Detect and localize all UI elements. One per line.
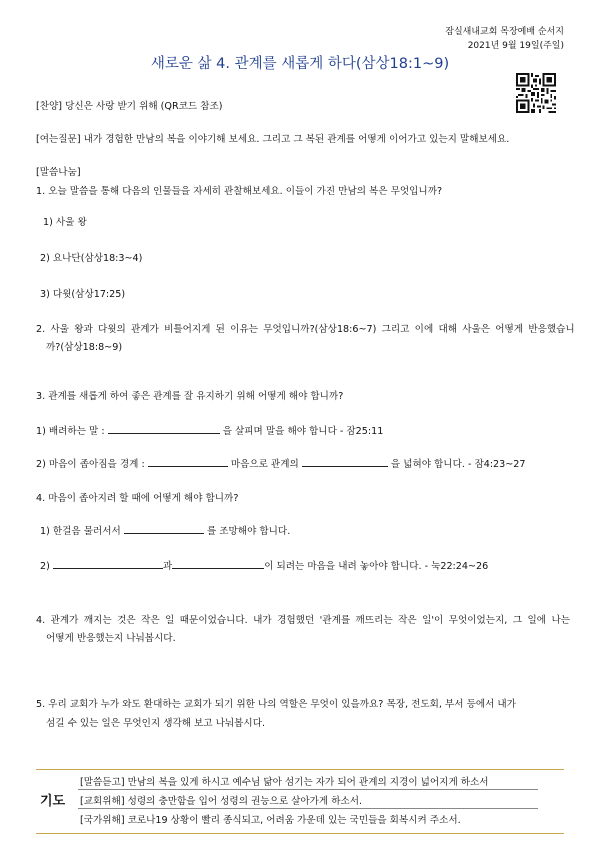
q3-item-2 [36, 456, 526, 470]
q4-item-2-middle: 과 [162, 561, 173, 572]
q4-item-1-rest: 를 조망해야 합니다. [206, 526, 291, 537]
q4-item-2-rest: 이 되려는 마음을 내려 놓아야 합니다. - 눅22:24~26 [264, 561, 489, 572]
q3-item-2-blank-1[interactable] [148, 457, 228, 467]
question-5-line-2: 어떻게 반응했는지 나눠봅시다. [46, 633, 176, 644]
q4-item-2-blank-1[interactable] [53, 559, 163, 569]
q4-item-2 [40, 558, 488, 572]
q4-item-1-label: 1) 한걸음 물러서서 [40, 526, 121, 537]
hymn-line: [찬양] 당신은 사랑 받기 위해 (QR코드 참조) [36, 101, 223, 112]
opening-question: [여는질문] 내가 경험한 만남의 복을 이야기해 보세요. 그리고 그 복된 관계를 어떻게 이어가고 있는지 말해보세요. [36, 134, 510, 145]
prayer-bottom-border [36, 833, 564, 834]
question-4: 4. 마음이 좁아지려 할 때에 어떻게 해야 합니까? [36, 493, 239, 504]
q3-item-1 [36, 423, 383, 437]
question-2-line-2: 까?(삼상18:8~9) [46, 342, 123, 353]
question-6-line-2: 섬길 수 있는 일은 무엇인지 생각해 보고 나눠봅시다. [46, 718, 266, 729]
q4-item-2-blank-2[interactable] [172, 559, 264, 569]
question-3: 3. 관계를 새롭게 하여 좋은 관계를 잘 유지하기 위해 어떻게 해야 합니까? [36, 391, 344, 402]
sharing-heading: [말씀나눔] [36, 167, 81, 178]
q3-item-1-rest: 을 살피며 말을 해야 합니다 - 잠25:11 [222, 426, 384, 437]
q1-item-david: 3) 다윗(삼상17:25) [40, 289, 126, 300]
prayer-item-church: [교회위해] 성령의 충만함을 입어 성령의 권능으로 살아가게 하소서. [80, 796, 363, 807]
q3-item-1-label: 1) 배려하는 말 : [36, 426, 105, 437]
prayer-item-nation: [국가위해] 코로나19 상황이 빨리 종식되고, 어려움 가운데 있는 국민들을 회복시켜 주소서. [80, 815, 461, 826]
prayer-divider-1 [78, 789, 538, 790]
question-1: 1. 오늘 말씀을 통해 다음의 인물들을 자세히 관찰해보세요. 이들이 가진 만남의 복은 무엇입니까? [36, 186, 443, 197]
question-5-line-1: 4. 관계가 깨지는 것은 작은 일 때문이었습니다. 내가 경험했던 '관계를 깨뜨리는 작은 일'이 무엇이었는지, 그 일에 나는 [36, 615, 571, 626]
q3-item-1-blank[interactable] [108, 424, 220, 434]
q3-item-2-rest: 을 넓혀야 합니다. - 잠4:23~27 [390, 459, 526, 470]
q1-item-saul: 1) 사울 왕 [43, 217, 87, 228]
q4-item-2-label: 2) [40, 561, 50, 572]
prayer-item-word: [말씀듣고] 만남의 복을 있게 하시고 예수님 닮아 섬기는 자가 되어 관계의 지경이 넓어지게 하소서 [80, 777, 489, 788]
church-service-label: 잠실새내교회 목장예배 순서지 [445, 27, 564, 37]
page-title: 새로운 삶 4. 관계를 새롭게 하다(삼상18:1~9) [150, 56, 450, 72]
question-6-line-1: 5. 우리 교회가 누가 와도 환대하는 교회가 되기 위한 나의 역할은 무엇이 있을까요? 목장, 전도회, 부서 등에서 내가 [36, 699, 516, 710]
prayer-divider-2 [78, 808, 538, 809]
prayer-top-border [36, 769, 564, 770]
q4-item-1 [40, 523, 290, 537]
q3-item-2-blank-2[interactable] [302, 457, 388, 467]
service-date: 2021년 9월 19일(주일) [467, 41, 564, 51]
q1-item-jonathan: 2) 요나단(삼상18:3~4) [40, 253, 143, 264]
q3-item-2-middle: 마음으로 관계의 [230, 459, 299, 470]
qr-code-icon[interactable] [516, 73, 556, 113]
question-2-line-1: 2. 사울 왕과 다윗의 관계가 비틀어지게 된 이유는 무엇입니까?(삼상18:6~7) 그리고 이에 대해 사울은 어떻게 반응했습니 [36, 324, 575, 335]
q4-item-1-blank[interactable] [124, 524, 204, 534]
prayer-label: 기도 [40, 794, 66, 809]
q3-item-2-label: 2) 마음이 좁아짐을 경계 : [36, 459, 145, 470]
